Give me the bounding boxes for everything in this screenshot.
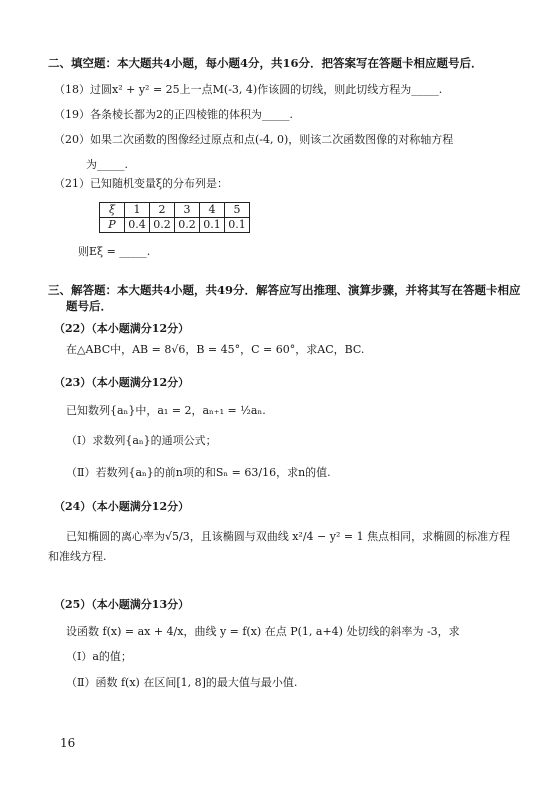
table-cell: 2 [150, 203, 175, 218]
section-2-header: 二、填空题：本大题共4小题，每小题4分，共16分．把答案写在答题卡相应题号后． [48, 56, 483, 70]
section-3-header-cont: 题号后． [66, 299, 112, 313]
table-cell: 0.2 [150, 218, 175, 233]
question-24-text: 已知椭圆的离心率为√5/3，且该椭圆与双曲线 x²/4 − y² = 1 焦点相同，求椭圆的标准方程 [66, 530, 511, 543]
question-20: （20）如果二次函数的图像经过原点和点(-4, 0)，则该二次函数图像的对称轴方程 [54, 133, 454, 146]
question-25-part-2: （Ⅱ）函数 f(x) 在区间[1, 8]的最大值与最小值. [66, 676, 298, 689]
table-cell: 5 [225, 203, 250, 218]
table-cell: 0.1 [225, 218, 250, 233]
table-cell: 0.2 [175, 218, 200, 233]
table-cell: ξ [100, 203, 125, 218]
question-23-title: （23）（本小题满分12分） [54, 376, 190, 389]
question-22-title: （22）（本小题满分12分） [54, 322, 190, 335]
page-number: 16 [60, 736, 76, 750]
question-21: （21）已知随机变量ξ的分布列是： [54, 177, 229, 190]
question-23-part-2: （Ⅱ）若数列{aₙ}的前n项的和Sₙ = 63/16，求n的值. [66, 466, 331, 479]
table-cell: 1 [125, 203, 150, 218]
table-cell: 3 [175, 203, 200, 218]
table-cell: 0.4 [125, 218, 150, 233]
question-25-part-1: （Ⅰ）a的值； [66, 650, 132, 663]
table-row [100, 203, 250, 218]
section-3-header: 三、解答题：本大题共4小题，共49分．解答应写出推理、演算步骤，并将其写在答题卡相应 [48, 283, 521, 297]
table-cell: 4 [200, 203, 225, 218]
question-18: （18）过圆x² + y² = 25上一点M(-3, 4)作该圆的切线，则此切线方程为_____. [54, 83, 443, 96]
question-24-title: （24）（本小题满分12分） [54, 500, 190, 513]
question-19: （19）各条棱长都为2的正四棱锥的体积为_____. [54, 108, 293, 121]
question-25-text: 设函数 f(x) = ax + 4/x，曲线 y = f(x) 在点 P(1, a+4) 处切线的斜率为 -3，求 [66, 625, 460, 638]
table-row [100, 218, 250, 233]
table-cell: 0.1 [200, 218, 225, 233]
question-20-cont: 为_____. [86, 158, 128, 171]
question-21-answer: 则Eξ = _____. [78, 245, 151, 258]
distribution-table [99, 202, 250, 233]
question-23-text: 已知数列{aₙ}中，a₁ = 2，aₙ₊₁ = ½aₙ. [66, 404, 266, 417]
question-23-part-1: （Ⅰ）求数列{aₙ}的通项公式； [66, 434, 217, 447]
table-cell: P [100, 218, 125, 233]
question-22-text: 在△ABC中，AB = 8√6，B = 45°，C = 60°，求AC，BC. [66, 343, 365, 356]
question-24-text-cont: 和准线方程. [48, 550, 107, 563]
question-25-title: （25）（本小题满分13分） [54, 598, 190, 611]
